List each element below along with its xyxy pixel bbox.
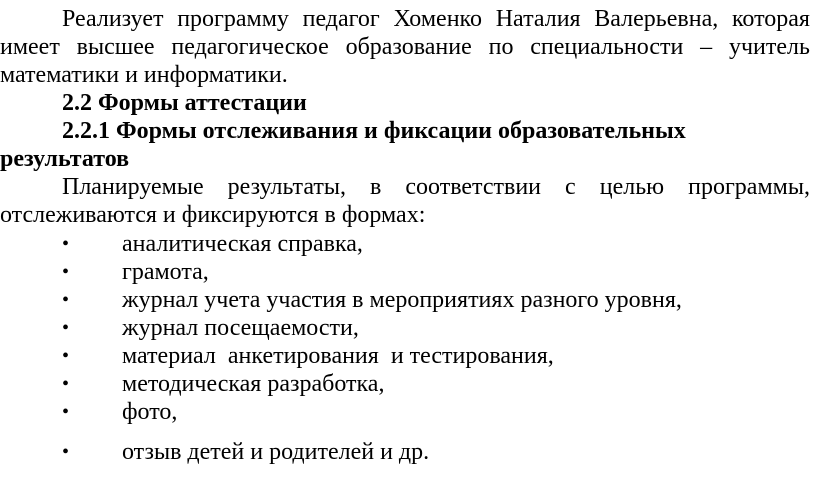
word: в (370, 174, 382, 200)
bullet-icon: • (62, 401, 70, 423)
paragraph1-line1 (62, 5, 810, 33)
word: которая (731, 6, 810, 32)
word: соответствии (405, 174, 541, 200)
word: Наталия (495, 6, 581, 32)
word: Валерьевна, (594, 6, 719, 32)
word: Хоменко (393, 6, 482, 32)
bullet-icon: • (62, 441, 70, 463)
list-item-text: фото, (122, 399, 178, 425)
list-item-text: методическая разработка, (122, 371, 385, 397)
heading-2-2: 2.2 Формы аттестации (62, 90, 307, 116)
paragraph2-line2: отслеживаются и фиксируются в формах: (0, 202, 426, 228)
word: целью (599, 174, 665, 200)
word: результаты, (227, 174, 346, 200)
paragraph1-line2 (0, 33, 810, 61)
word: высшее (76, 34, 155, 60)
word: по (488, 34, 514, 60)
word: программы, (688, 174, 810, 200)
bullet-icon: • (62, 345, 70, 367)
bullet-icon: • (62, 289, 70, 311)
word: специальности (530, 34, 684, 60)
bullet-icon: • (62, 261, 70, 283)
paragraph1-line3: математики и информатики. (0, 62, 288, 88)
list-item-text: отзыв детей и родителей и др. (122, 439, 430, 465)
word: Реализует (62, 6, 164, 32)
word: с (565, 174, 576, 200)
list-item-text: материал анкетирования и тестирования, (122, 343, 554, 369)
list-item-text: журнал учета участия в мероприятиях разного уровня, (122, 287, 682, 313)
word: учитель (728, 34, 810, 60)
heading-2-2-1-line1: 2.2.1 Формы отслеживания и фиксации образовательных (62, 118, 686, 144)
word: Планируемые (62, 174, 204, 200)
bullet-icon: • (62, 317, 70, 339)
word: имеет (0, 34, 60, 60)
list-item-text: журнал посещаемости, (122, 315, 359, 341)
word: педагогическое (171, 34, 329, 60)
word: педагог (302, 6, 380, 32)
bullet-icon: • (62, 233, 70, 255)
word: программу (177, 6, 289, 32)
word: образование (345, 34, 472, 60)
heading-2-2-1-line2: результатов (0, 146, 130, 172)
bullet-icon: • (62, 373, 70, 395)
list-item-text: аналитическая справка, (122, 231, 363, 257)
list-item-text: грамота, (122, 259, 209, 285)
word: – (700, 34, 713, 60)
paragraph2-line1 (62, 173, 810, 201)
